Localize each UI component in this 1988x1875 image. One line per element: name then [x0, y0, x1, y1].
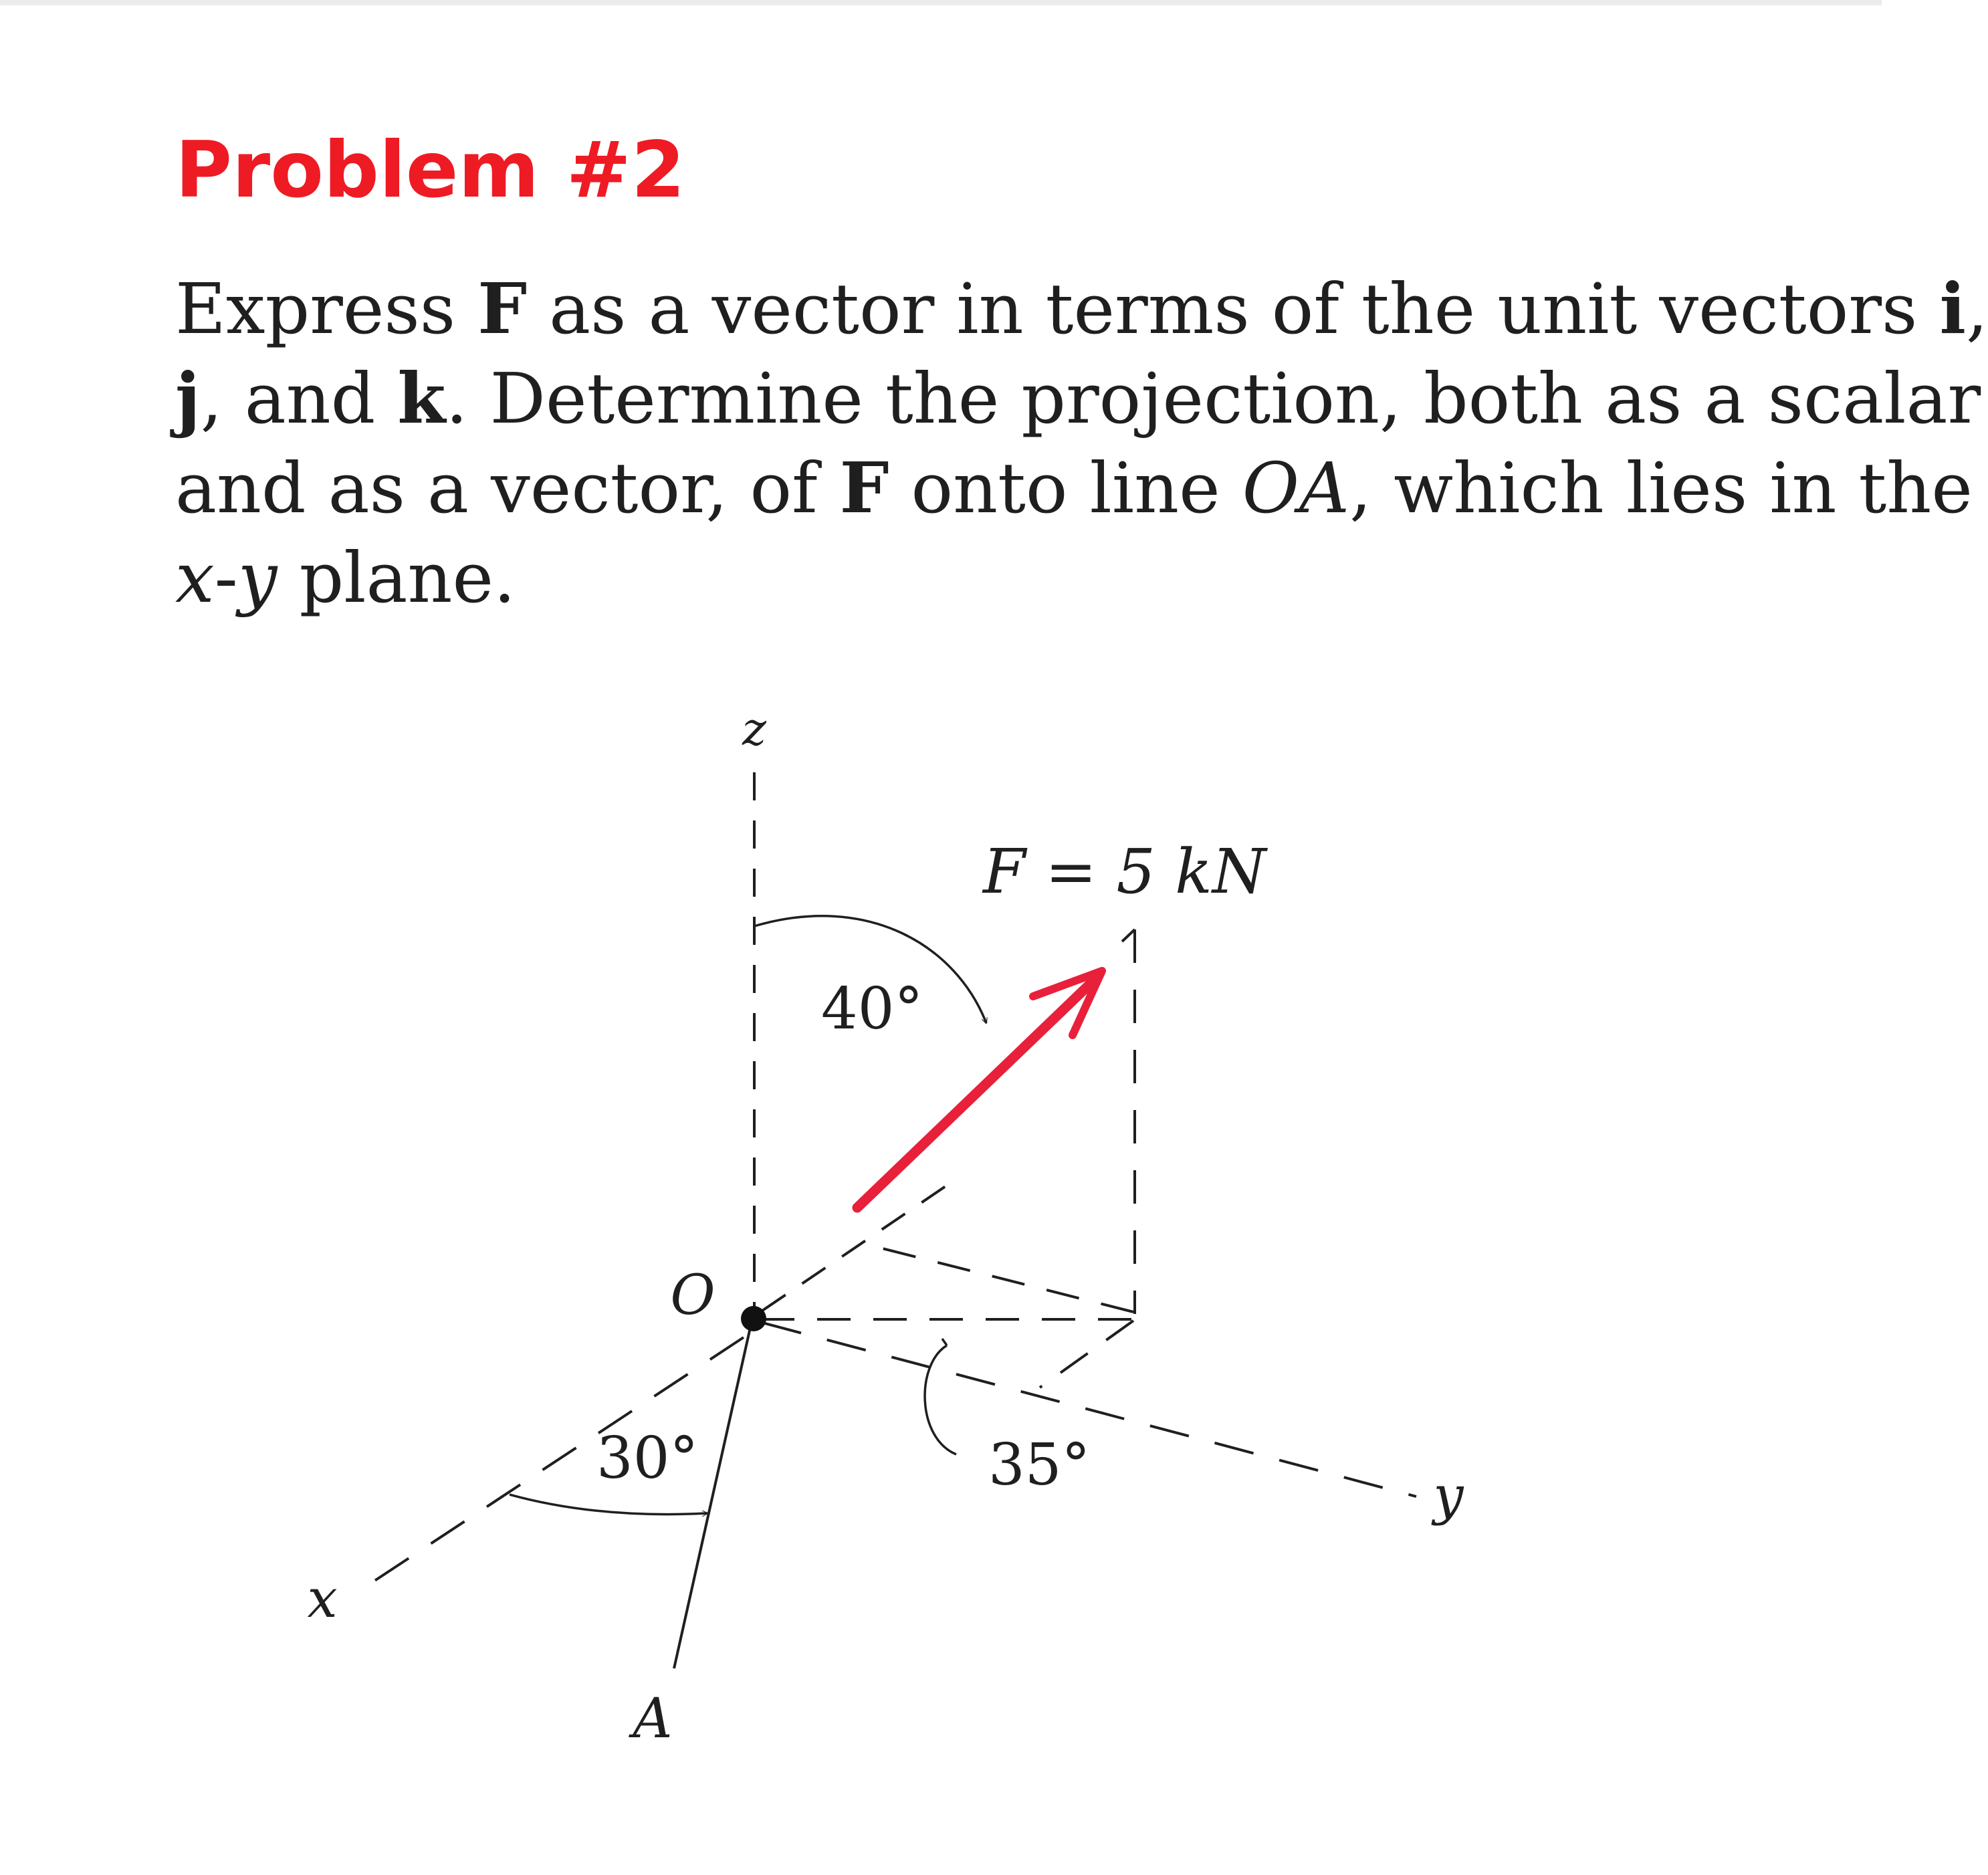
projection-base-back: [869, 1245, 1133, 1312]
angle-arc-35: [925, 1345, 956, 1454]
point-a-label: A: [633, 1687, 673, 1751]
angle-label-35: 35°: [988, 1432, 1091, 1499]
statement-line-1: Express F as a vector in terms of the unit vectors i,: [175, 267, 1988, 350]
line-oa: [674, 1319, 752, 1668]
z-axis-label: z: [742, 703, 766, 756]
x-axis-label: x: [307, 1567, 338, 1630]
origin-point: [741, 1306, 766, 1331]
angle-arc-35-start-tick: [942, 1339, 947, 1345]
statement-line-2: j, and k. Determine the projection, both as a scalar: [175, 357, 1981, 439]
projection-tick: [1122, 929, 1135, 942]
statement-line-4: x-y plane.: [175, 537, 516, 619]
angle-arc-30: [510, 1495, 707, 1515]
projection-base-front: [1040, 1321, 1133, 1388]
statement-line-3: and as a vector, of F onto line OA, which lies in the: [175, 447, 1973, 529]
y-axis-label: y: [1433, 1464, 1464, 1527]
angle-label-30: 30°: [596, 1425, 699, 1492]
origin-label: O: [670, 1264, 715, 1327]
angle-label-40: 40°: [821, 976, 923, 1042]
force-label: F = 5 kN: [983, 836, 1266, 907]
problem-title: Problem #2: [175, 125, 685, 215]
